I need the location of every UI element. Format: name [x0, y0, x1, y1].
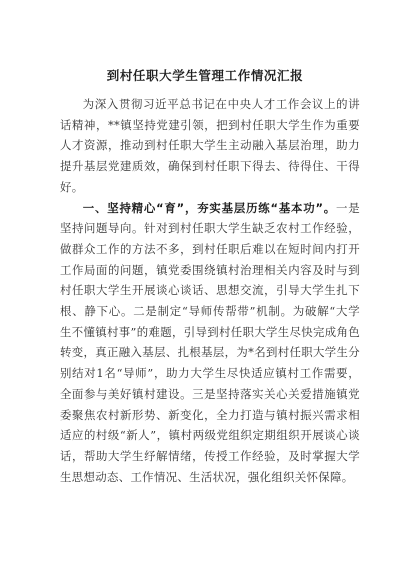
intro-paragraph: 为深入贯彻习近平总书记在中央人才工作会议上的讲话精神，**镇坚持党建引领，把到村任职大学生作为重要人才资源，推动到村任职大学生主动融入基层治理，助力提升基层党建质效，确保到村任职下得去、待得住、干得好。: [60, 97, 360, 194]
section-1-paragraph: [60, 198, 360, 488]
section-1-body: 一是坚持问题导向。针对到村任职大学生缺乏农村工作经验，做群众工作的方法不多，到村任职后难以在短时间内打开工作局面的问题，镇党委围绕镇村治理相关内容及时与到村任职大学生开展谈心谈话、思想交流，引导大学生扎下根、静下心。二是制定“导师传帮带”机制。为破解“大学生不懂镇村事”的难题，引导到村任职大学生尽快完成角色转变，真正融入基层、扎根基层，为*名到村任职大学生分别结对1名“导师”，助力大学生尽快适应镇村工作需要，全面参与美好镇村建设。三是坚持落实关心关爱措施镇党委聚焦农村新形势、新变化，全力打造与镇村振兴需求相适应的村级“新人”，镇村两级党组织定期组织开展谈心谈话，帮助大学生纾解情绪，传授工作经验，及时掌握大学生思想动态、工作情况、生活状况，强化组织关怀保障。: [60, 200, 360, 484]
section-1-heading: 一、坚持精心“育”，夯实基层历练“基本功”。: [82, 200, 337, 215]
document-body: [60, 94, 360, 487]
document-title: 到村任职大学生管理工作情况汇报: [106, 68, 304, 83]
